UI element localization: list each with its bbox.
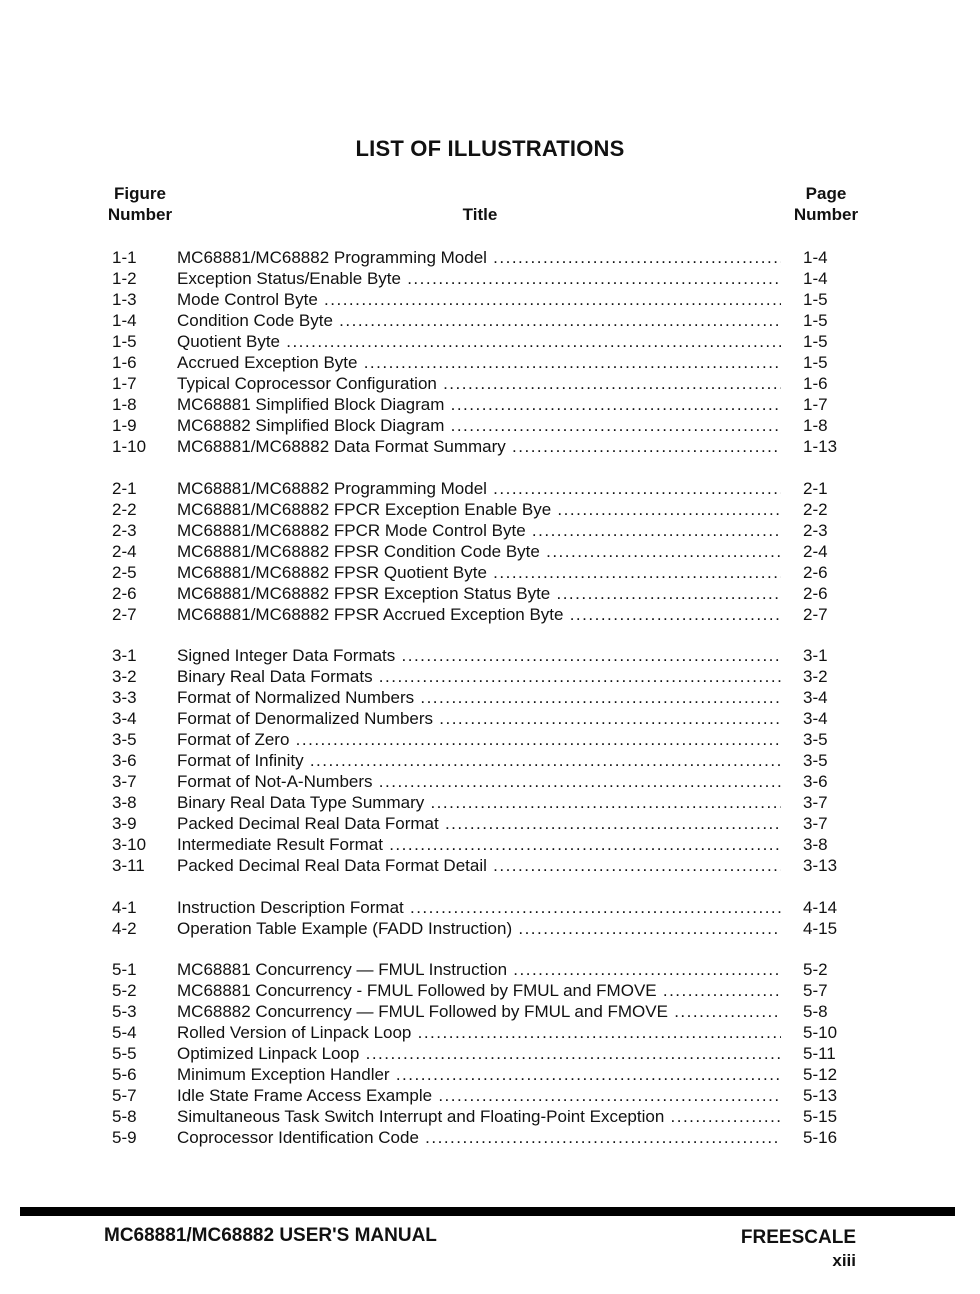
toc-entry bbox=[0, 1127, 980, 1148]
toc-entry bbox=[0, 813, 980, 834]
page-number: 4-15 bbox=[803, 918, 838, 938]
figure-number: 2-1 bbox=[112, 478, 137, 498]
figure-title: Mode Control Byte ..... bbox=[177, 289, 781, 310]
figure-number: 3-1 bbox=[112, 646, 137, 665]
figure-title: Coprocessor Identification Code ..... bbox=[177, 1127, 781, 1148]
toc-entry bbox=[0, 331, 980, 352]
page-number: 1-6 bbox=[803, 374, 828, 393]
footer-rule bbox=[20, 1207, 955, 1216]
figure-title: MC68881/MC68882 FPCR Mode Control Byte ..... bbox=[177, 520, 781, 541]
page-number: 1-4 bbox=[803, 269, 828, 288]
footer-company: FREESCALE bbox=[740, 1227, 856, 1248]
toc-entry bbox=[0, 583, 980, 604]
title-column-header: Title bbox=[462, 205, 498, 224]
page-number: 5-7 bbox=[803, 981, 828, 1000]
toc-entry bbox=[0, 1064, 980, 1085]
page-number: 4-14 bbox=[803, 897, 838, 917]
figure-title: Accrued Exception Byte ..... bbox=[177, 352, 781, 373]
page-number: 3-5 bbox=[803, 751, 828, 770]
figure-group bbox=[0, 645, 980, 876]
page-number: 5-10 bbox=[803, 1023, 838, 1042]
figure-title: Signed Integer Data Formats ..... bbox=[177, 645, 781, 666]
page-number: 2-2 bbox=[803, 499, 828, 519]
figure-title: Intermediate Result Format ..... bbox=[177, 834, 781, 855]
toc-entry bbox=[0, 373, 980, 394]
figure-number: 1-8 bbox=[112, 395, 137, 414]
figure-number: 2-4 bbox=[112, 541, 137, 561]
toc-entry bbox=[0, 771, 980, 792]
figure-title: MC68881 Concurrency — FMUL Instruction ..... bbox=[177, 959, 781, 980]
figure-number: 5-1 bbox=[112, 960, 137, 979]
figure-number: 5-3 bbox=[112, 1002, 137, 1021]
toc-entry bbox=[0, 687, 980, 708]
page-number: 1-7 bbox=[803, 395, 828, 414]
figure-title: Instruction Description Format ..... bbox=[177, 897, 781, 918]
page-number: 2-6 bbox=[803, 562, 828, 582]
figure-title: MC68881/MC68882 FPSR Condition Code Byte ..... bbox=[177, 541, 781, 562]
toc-entry bbox=[0, 959, 980, 980]
toc-entry bbox=[0, 1085, 980, 1106]
page-number: 1-5 bbox=[803, 311, 828, 330]
page-number: 5-15 bbox=[803, 1107, 838, 1126]
page-number: 5-16 bbox=[803, 1128, 838, 1147]
figure-title: Format of Zero ..... bbox=[177, 729, 781, 750]
figure-title: Packed Decimal Real Data Format ..... bbox=[177, 813, 781, 834]
toc-entry bbox=[0, 834, 980, 855]
toc-entry bbox=[0, 520, 980, 541]
toc-entry bbox=[0, 541, 980, 562]
figure-number: 2-3 bbox=[112, 520, 137, 540]
figure-title: MC68881/MC68882 Data Format Summary ..... bbox=[177, 436, 781, 457]
toc-entry bbox=[0, 499, 980, 520]
page-number: 3-4 bbox=[803, 688, 828, 707]
toc-entry bbox=[0, 750, 980, 771]
figure-title: MC68882 Simplified Block Diagram ..... bbox=[177, 415, 781, 436]
figure-title: Condition Code Byte ..... bbox=[177, 310, 781, 331]
toc-entry bbox=[0, 478, 980, 499]
toc-entry bbox=[0, 310, 980, 331]
page-number: 1-5 bbox=[803, 353, 828, 372]
figure-title: Format of Normalized Numbers ..... bbox=[177, 687, 781, 708]
figure-title: Packed Decimal Real Data Format Detail ..... bbox=[177, 855, 781, 876]
page-number: 5-11 bbox=[803, 1044, 836, 1063]
figure-number: 3-2 bbox=[112, 667, 137, 686]
figure-number: 3-6 bbox=[112, 751, 137, 770]
figure-title: Minimum Exception Handler ..... bbox=[177, 1064, 781, 1085]
figure-title: Quotient Byte ..... bbox=[177, 331, 781, 352]
figure-header-line1: Figure bbox=[114, 184, 166, 203]
figure-title: Binary Real Data Formats ..... bbox=[177, 666, 781, 687]
page-number: 5-12 bbox=[803, 1065, 838, 1084]
figure-number: 1-9 bbox=[112, 416, 137, 435]
figure-title: MC68881/MC68882 FPCR Exception Enable Bye ..... bbox=[177, 499, 781, 520]
page-number: 3-1 bbox=[803, 646, 828, 665]
toc-entry bbox=[0, 1001, 980, 1022]
figure-number: 3-3 bbox=[112, 688, 137, 707]
figure-title: Idle State Frame Access Example ..... bbox=[177, 1085, 781, 1106]
figure-number: 2-6 bbox=[112, 583, 137, 603]
figure-number: 3-5 bbox=[112, 730, 137, 749]
page-number: 2-1 bbox=[803, 478, 828, 498]
figure-number: 4-2 bbox=[112, 918, 137, 938]
figure-number: 5-4 bbox=[112, 1023, 137, 1042]
toc-entry bbox=[0, 729, 980, 750]
figure-number: 3-9 bbox=[112, 814, 137, 833]
toc-entry bbox=[0, 855, 980, 876]
figure-group bbox=[0, 959, 980, 1148]
toc-entry bbox=[0, 289, 980, 310]
toc-entry bbox=[0, 247, 980, 268]
toc-entry bbox=[0, 918, 980, 939]
page-title: LIST OF ILLUSTRATIONS bbox=[355, 136, 625, 161]
figure-number: 1-5 bbox=[112, 332, 137, 351]
figure-title: Format of Infinity ..... bbox=[177, 750, 781, 771]
figure-title: Typical Coprocessor Configuration ..... bbox=[177, 373, 781, 394]
figure-number: 1-7 bbox=[112, 374, 137, 393]
figure-title: Binary Real Data Type Summary ..... bbox=[177, 792, 781, 813]
figure-title: MC68881/MC68882 FPSR Quotient Byte ..... bbox=[177, 562, 781, 583]
toc-entry bbox=[0, 1022, 980, 1043]
page-number: 2-7 bbox=[803, 604, 828, 624]
figure-group bbox=[0, 247, 980, 457]
page-number: 3-13 bbox=[803, 856, 838, 875]
figure-number: 5-9 bbox=[112, 1128, 137, 1147]
page-number: 1-8 bbox=[803, 416, 828, 435]
toc-entry bbox=[0, 268, 980, 289]
figure-number: 5-2 bbox=[112, 981, 137, 1000]
figure-number: 2-7 bbox=[112, 604, 137, 624]
page-number: 2-6 bbox=[803, 583, 828, 603]
figure-title: MC68881 Concurrency - FMUL Followed by FMUL and FMOVE ..... bbox=[177, 980, 781, 1001]
figure-title: MC68881/MC68882 Programming Model ..... bbox=[177, 478, 781, 499]
footer-manual-title: MC68881/MC68882 USER'S MANUAL bbox=[104, 1225, 437, 1246]
figure-number: 5-8 bbox=[112, 1107, 137, 1126]
page-number: 1-13 bbox=[803, 437, 838, 456]
toc-entry bbox=[0, 352, 980, 373]
figure-title: MC68881/MC68882 FPSR Exception Status Byte ..... bbox=[177, 583, 781, 604]
illustrations-list bbox=[0, 247, 980, 1169]
figure-number: 3-4 bbox=[112, 709, 137, 728]
page-number: 5-8 bbox=[803, 1002, 828, 1021]
figure-title: Simultaneous Task Switch Interrupt and Floating-Point Exception ..... bbox=[177, 1106, 781, 1127]
figure-title: Rolled Version of Linpack Loop ..... bbox=[177, 1022, 781, 1043]
figure-number-column-header bbox=[100, 183, 180, 225]
figure-title: Operation Table Example (FADD Instruction) ..... bbox=[177, 918, 781, 939]
page-number: 3-7 bbox=[803, 793, 828, 812]
page-header-line1: Page bbox=[805, 184, 847, 203]
page-number: 1-4 bbox=[803, 248, 828, 267]
page-number: 3-5 bbox=[803, 730, 828, 749]
figure-number: 2-5 bbox=[112, 562, 137, 582]
figure-group bbox=[0, 897, 980, 939]
page-number: 5-13 bbox=[803, 1086, 838, 1105]
page-number: 3-6 bbox=[803, 772, 828, 791]
page-number: 2-3 bbox=[803, 520, 828, 540]
figure-number: 2-2 bbox=[112, 499, 137, 519]
page-number: 3-2 bbox=[803, 667, 828, 686]
figure-title: Format of Denormalized Numbers ..... bbox=[177, 708, 781, 729]
figure-number: 3-7 bbox=[112, 772, 137, 791]
figure-title: Optimized Linpack Loop ..... bbox=[177, 1043, 781, 1064]
toc-entry bbox=[0, 708, 980, 729]
figure-number: 4-1 bbox=[112, 897, 137, 917]
figure-number: 5-6 bbox=[112, 1065, 137, 1084]
toc-entry bbox=[0, 897, 980, 918]
figure-number: 5-5 bbox=[112, 1044, 137, 1063]
figure-title: MC68881 Simplified Block Diagram ..... bbox=[177, 394, 781, 415]
page-number-column-header bbox=[786, 183, 866, 225]
page-number: 1-5 bbox=[803, 290, 828, 309]
figure-number: 1-6 bbox=[112, 353, 137, 372]
figure-number: 1-2 bbox=[112, 269, 137, 288]
toc-entry bbox=[0, 666, 980, 687]
toc-entry bbox=[0, 1106, 980, 1127]
toc-entry bbox=[0, 562, 980, 583]
toc-entry bbox=[0, 394, 980, 415]
figure-title: Exception Status/Enable Byte ..... bbox=[177, 268, 781, 289]
figure-number: 1-1 bbox=[112, 248, 137, 267]
figure-header-line2: Number bbox=[107, 205, 173, 224]
footer-page-number: xiii bbox=[832, 1251, 856, 1270]
page-number: 1-5 bbox=[803, 332, 828, 351]
figure-number: 3-10 bbox=[112, 835, 147, 854]
figure-number: 1-3 bbox=[112, 290, 137, 309]
toc-entry bbox=[0, 436, 980, 457]
toc-entry bbox=[0, 1043, 980, 1064]
page-number: 3-4 bbox=[803, 709, 828, 728]
figure-title: MC68881/MC68882 FPSR Accrued Exception Byte ..... bbox=[177, 604, 781, 625]
figure-number: 3-11 bbox=[112, 856, 145, 875]
page-number: 3-7 bbox=[803, 814, 828, 833]
figure-number: 5-7 bbox=[112, 1086, 137, 1105]
figure-title: Format of Not-A-Numbers ..... bbox=[177, 771, 781, 792]
figure-title: MC68882 Concurrency — FMUL Followed by FMUL and FMOVE ..... bbox=[177, 1001, 781, 1022]
figure-title: MC68881/MC68882 Programming Model ..... bbox=[177, 247, 781, 268]
page-number: 2-4 bbox=[803, 541, 828, 561]
page-number: 5-2 bbox=[803, 960, 828, 979]
toc-entry bbox=[0, 604, 980, 625]
toc-entry bbox=[0, 980, 980, 1001]
figure-number: 3-8 bbox=[112, 793, 137, 812]
toc-entry bbox=[0, 415, 980, 436]
page-number: 3-8 bbox=[803, 835, 828, 854]
toc-entry bbox=[0, 792, 980, 813]
figure-number: 1-10 bbox=[112, 437, 147, 456]
page-header-line2: Number bbox=[793, 205, 859, 224]
figure-number: 1-4 bbox=[112, 311, 137, 330]
figure-group bbox=[0, 478, 980, 625]
toc-entry bbox=[0, 645, 980, 666]
